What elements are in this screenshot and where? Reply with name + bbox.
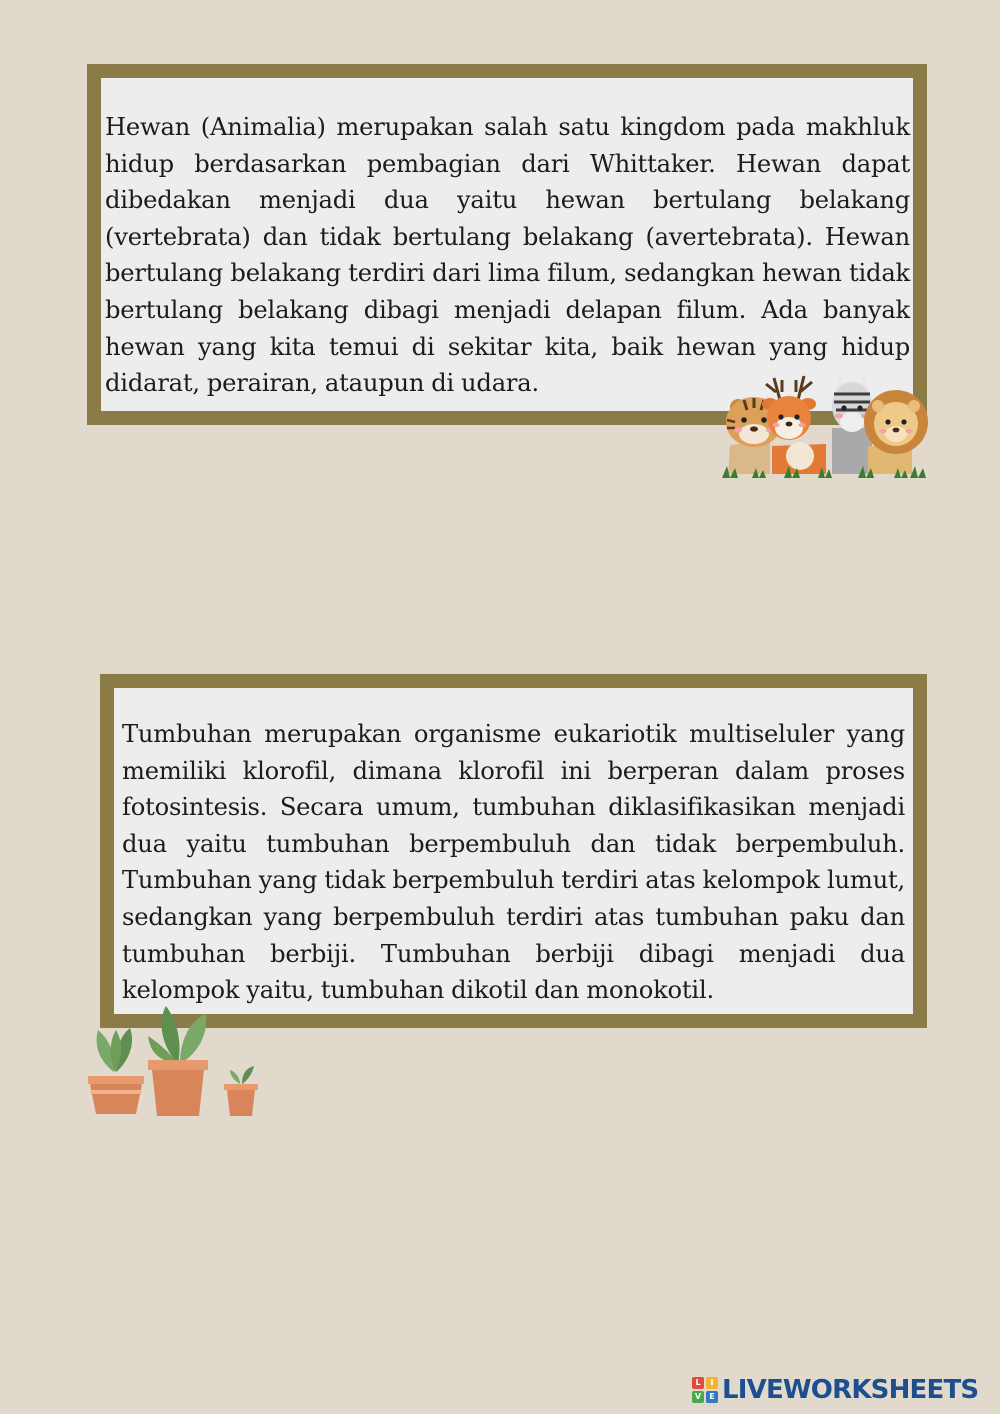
liveworksheets-logo — [692, 1373, 992, 1407]
plant-info-text: Tumbuhan merupakan organisme eukariotik multiseluler yang memiliki klorofil, dimana klorofil ini berperan dalam proses fotosintesis. Secara umum, tumbuhan diklasifikasikan menjadi dua yaitu tumbuhan berpembuluh dan tidak berpembuluh. Tumbuhan yang tidak berpembuluh terdiri atas kelompok lumut, sedangkan yang berpembuluh terdiri atas tumbuhan paku dan tumbuhan berbiji. Tumbuhan berbiji dibagi menjadi dua kelompok yaitu, tumbuhan dikotil dan monokotil. — [122, 720, 905, 1005]
plant-pot-center-icon — [148, 1006, 208, 1116]
animal-info-text: Hewan (Animalia) merupakan salah satu kingdom pada makhluk hidup berdasarkan pembagian dari Whittaker. Hewan dapat dibedakan menjadi dua yaitu hewan bertulang belakang (vertebrata) dan tidak bertulang belakang (avertebrata). Hewan bertulang belakang terdiri dari lima filum, sedangkan hewan tidak bertulang belakang dibagi menjadi delapan filum. Ada banyak hewan yang kita temui di sekitar kita, baik hewan yang hidup didarat, perairan, ataupun di udara. — [105, 113, 910, 398]
liveworksheets-logo-text: LIVEWORKSHEETS — [722, 1375, 979, 1405]
plant-info-card — [100, 674, 927, 1028]
liveworksheets-logo-icon: L I V E — [692, 1377, 718, 1403]
animals-illustration — [708, 370, 930, 482]
deer-icon — [762, 376, 826, 474]
lion-icon — [864, 390, 928, 474]
plant-pot-right-icon — [224, 1066, 258, 1116]
plant-pot-left-icon — [88, 1028, 144, 1114]
potted-plants-illustration — [82, 1000, 268, 1122]
